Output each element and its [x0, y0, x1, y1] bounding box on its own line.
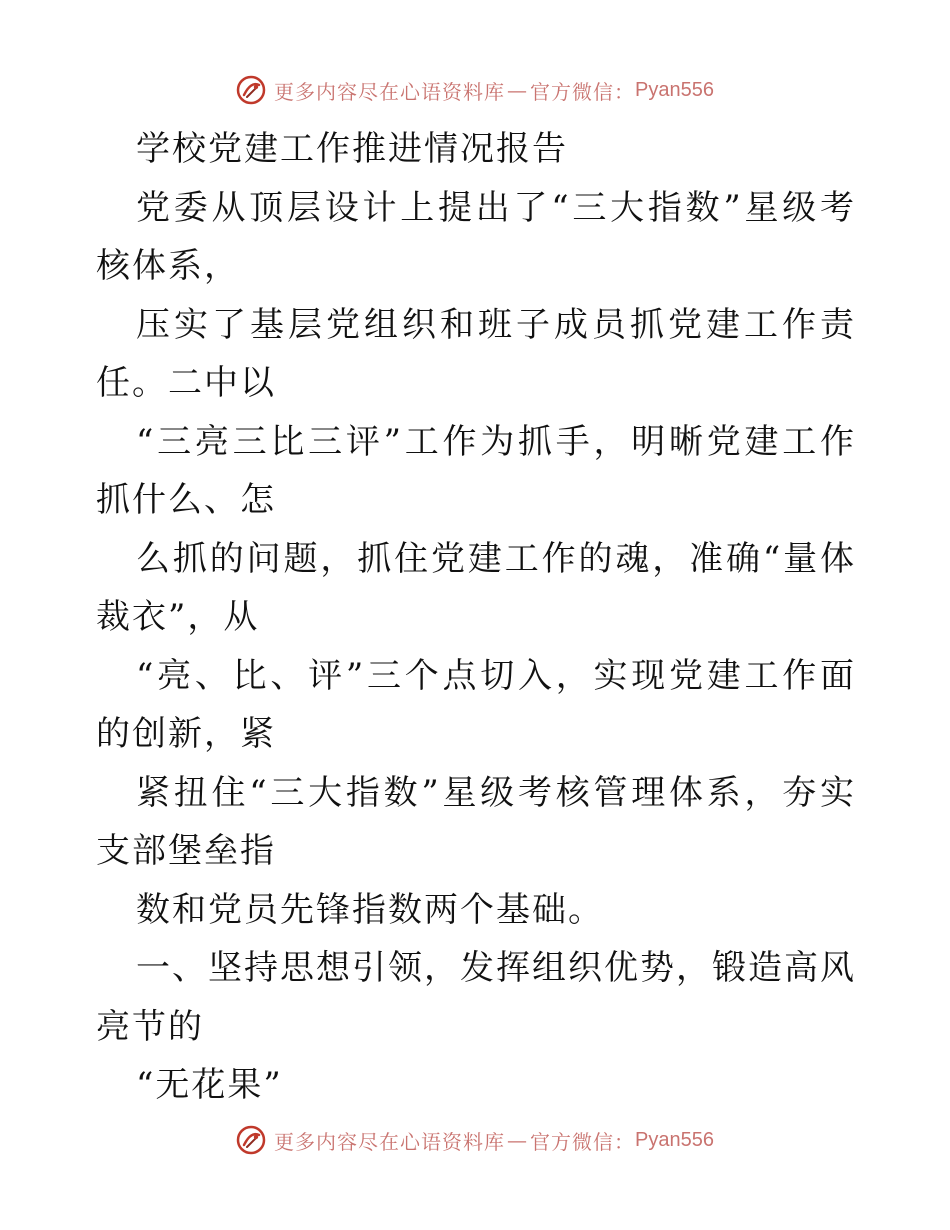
watermark-wechat-id: Pyan556: [635, 78, 714, 101]
watermark-wechat-label: 官方微信：: [530, 79, 636, 104]
brand-logo-icon: [236, 75, 266, 105]
paragraph: “无花果”: [136, 1065, 283, 1105]
watermark-wechat-id: Pyan556: [635, 1128, 714, 1151]
watermark-text: [274, 1126, 714, 1155]
watermark-main-text: 更多内容尽在心语资料库: [274, 1129, 506, 1154]
paragraph: “亮、比、评”三个点切入，实现党建工作面的创新，紧: [96, 655, 856, 754]
paragraph: 么抓的问题，抓住党建工作的魂，准确“量体裁衣”，从: [96, 538, 856, 637]
paragraph: “三亮三比三评”工作为抓手，明晰党建工作抓什么、怎: [96, 421, 856, 520]
watermark-wechat-label: 官方微信：: [530, 1129, 636, 1154]
watermark-text: [274, 76, 714, 105]
paragraph: 党委从顶层设计上提出了“三大指数”星级考核体系，: [96, 187, 856, 286]
watermark-main-text: 更多内容尽在心语资料库: [274, 79, 506, 104]
bottom-watermark-banner: [0, 1120, 950, 1160]
brand-logo-icon: [236, 1125, 266, 1155]
paragraph: 紧扭住“三大指数”星级考核管理体系，夯实支部堡垒指: [96, 772, 856, 871]
paragraph: 压实了基层党组织和班子成员抓党建工作责任。二中以: [96, 304, 856, 403]
document-title: 学校党建工作推进情况报告: [136, 129, 568, 169]
section-heading: 一、坚持思想引领，发挥组织优势，锻造高风亮节的: [96, 948, 856, 1047]
document-body: [96, 120, 856, 1115]
watermark-separator: —: [507, 78, 529, 102]
paragraph: 数和党员先锋指数两个基础。: [136, 889, 604, 930]
watermark-separator: —: [507, 1128, 529, 1152]
top-watermark-banner: [0, 70, 950, 110]
